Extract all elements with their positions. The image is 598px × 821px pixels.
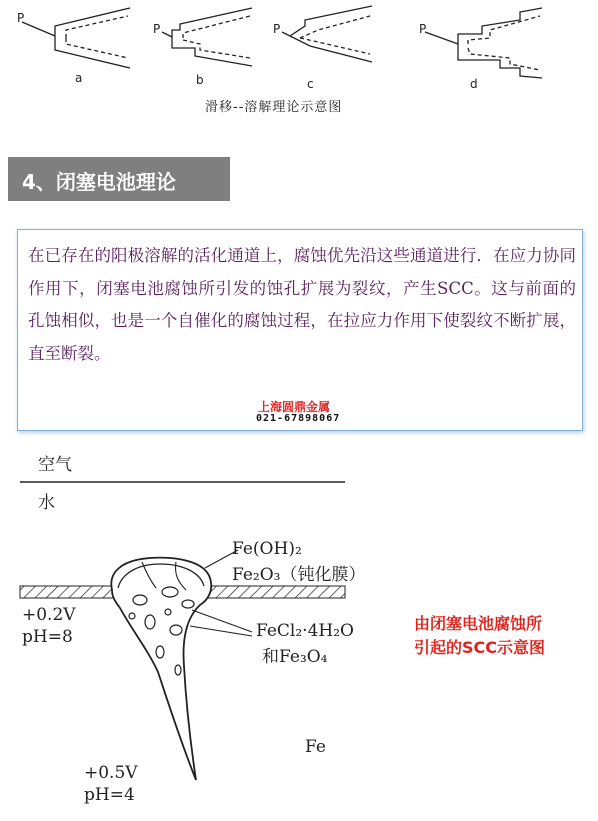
slip-panel-d [425, 8, 542, 78]
pit-crack [111, 558, 211, 780]
slip-panel-a [22, 8, 130, 68]
tip-potential: +0.5V [84, 763, 138, 783]
film-label-2: Fe₂O₃（钝化膜） [232, 565, 366, 585]
panel-label-a: a [75, 71, 83, 85]
metal-label: Fe [305, 737, 326, 757]
surface-ph: pH=8 [22, 627, 73, 647]
panel-label-c: c [307, 77, 314, 91]
stress-label-c: P [273, 22, 281, 36]
stress-label-a: P [17, 11, 25, 25]
air-label: 空气 [38, 455, 72, 475]
water-label: 水 [38, 493, 55, 513]
surface-potential: +0.2V [22, 605, 76, 625]
scc-caption-line1: 由闭塞电池腐蚀所 [414, 614, 543, 633]
slip-panel-b [162, 8, 252, 66]
slip-panel-c [282, 6, 372, 62]
section-title: 4、闭塞电池理论 [22, 170, 176, 194]
stress-label-b: P [153, 22, 161, 36]
scc-caption-line2: 引起的SCC示意图 [414, 638, 546, 657]
description-text: 在已存在的阳极溶解的活化通道上，腐蚀优先沿这些通道进行．在应力协同作用下，闭塞电池腐蚀所引发的蚀孔扩展为裂纹，产生SCC。这与前面的孔蚀相似，也是一个自催化的腐蚀过程，在拉应力作用下使裂纹不断扩展，直至断裂。 [28, 246, 576, 363]
panel-label-b: b [196, 73, 204, 87]
film-label-1: Fe(OH)₂ [232, 539, 302, 559]
deposit-label-1: FeCl₂·4H₂O [256, 621, 354, 641]
deposit-leader-1 [192, 610, 252, 632]
deposit-label-2: 和Fe₃O₄ [262, 647, 328, 667]
tip-ph: pH=4 [84, 785, 135, 805]
scc-diagram-caption [414, 612, 545, 660]
stress-label-d: P [419, 22, 427, 36]
watermark-phone: 021-67898067 [256, 413, 341, 424]
panel-label-d: d [470, 77, 478, 91]
watermark-company: 上海圆鼎金属 [258, 400, 331, 414]
slip-diagram-caption: 滑移--溶解理论示意图 [205, 100, 343, 115]
deposit-leader-2 [190, 626, 252, 636]
